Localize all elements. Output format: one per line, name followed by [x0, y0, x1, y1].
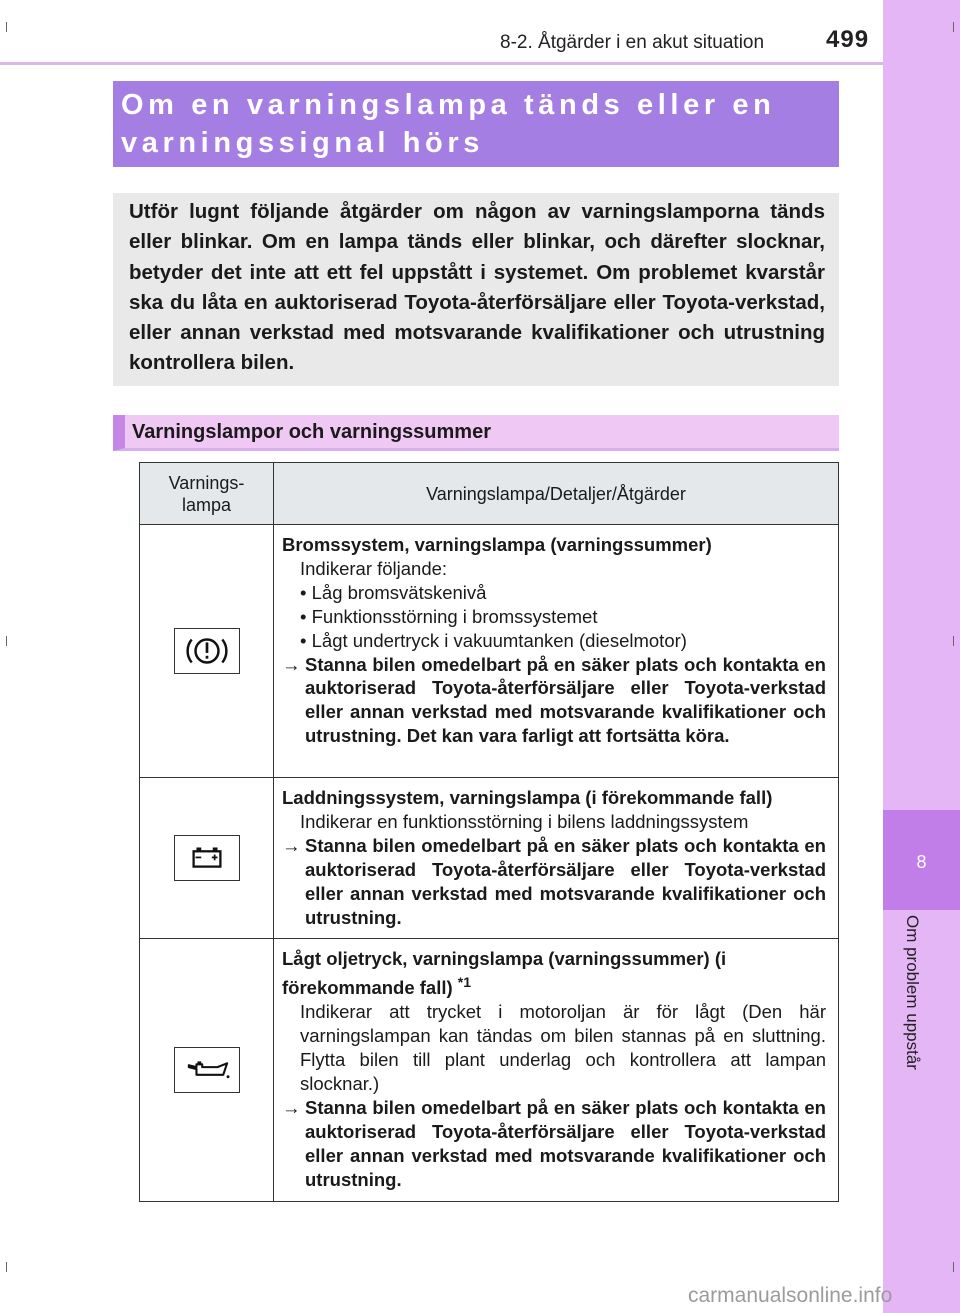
list-item: • Lågt undertryck i vakuumtanken (dieselmotor): [300, 629, 687, 651]
lamp-action-text: Stanna bilen omedelbart på en säker plats och kontakta en auktoriserad Toyota-återförsäljare eller Toyota-verkstad eller annan verkstad med motsvarande kvalifikationer och utrustning.: [305, 1097, 826, 1190]
arrow-icon: →: [282, 834, 301, 856]
lamp-details: [274, 939, 839, 1201]
table-row: [140, 525, 839, 778]
footnote-marker: *1: [457, 974, 472, 991]
crop-mark: [6, 1262, 7, 1272]
list-item-text: Lågt undertryck i vakuumtanken (dieselmotor): [311, 629, 687, 651]
list-item-text: Funktionsstörning i bromssystemet: [311, 605, 598, 627]
header-divider: [0, 62, 883, 65]
lamp-title-text: Lågt oljetryck, varningslampa (varningssummer) (i förekommande fall): [282, 948, 727, 999]
battery-icon: [174, 835, 240, 881]
arrow-icon: →: [282, 1097, 301, 1119]
section-title: 8-2. Åtgärder i en akut situation: [500, 32, 765, 53]
lamp-title: [282, 947, 826, 1000]
lamp-cell: [140, 778, 274, 939]
page-title-line-1: Om en varningslampa tänds eller en: [121, 89, 776, 121]
lamp-details: [274, 525, 839, 778]
lamp-action: [282, 1096, 826, 1192]
lamp-cell: [140, 525, 274, 778]
chapter-side-tab: [883, 0, 960, 1313]
table-row: [140, 939, 839, 1201]
page-number: 499: [826, 26, 870, 53]
crop-mark: [953, 1262, 954, 1272]
page-title-line-2: varningssignal hörs: [121, 127, 484, 159]
lamp-details: [274, 778, 839, 939]
table-header-row: [140, 463, 839, 525]
crop-mark: [6, 22, 7, 32]
crop-mark: [953, 636, 954, 646]
header-lamp-line-1: Varnings-: [168, 472, 245, 493]
chapter-label: Om problem uppstår: [903, 915, 922, 1070]
header-details: Varningslampa/Detaljer/Åtgärder: [274, 463, 839, 525]
lamp-title: Bromssystem, varningslampa (varningssummer): [282, 534, 712, 555]
chapter-number: 8: [916, 852, 927, 872]
header-lamp: [140, 463, 274, 525]
lamp-action: [282, 653, 826, 749]
brake-warning-icon: [174, 628, 240, 674]
page-title: [121, 86, 821, 162]
header-lamp-line-2: lampa: [181, 494, 232, 515]
crop-mark: [953, 22, 954, 32]
list-item: • Funktionsstörning i bromssystemet: [300, 605, 598, 627]
lamp-indicates: Indikerar att trycket i motoroljan är för lågt (Den här varningslampan kan tändas om bilen stannas på en sluttning. Flytta bilen till plant underlag och kontrollera att lampan slocknar.): [300, 1001, 826, 1095]
lamp-action-text: Stanna bilen omedelbart på en säker plats och kontakta en auktoriserad Toyota-återförsäljare eller Toyota-verkstad eller annan verkstad med motsvarande kvalifikationer och utrustning. Det kan vara farligt att fortsätta köra.: [305, 653, 826, 747]
subheading-bar: [113, 415, 839, 451]
lamp-indicates: Indikerar en funktionsstörning i bilens laddningssystem: [300, 810, 749, 832]
lamp-title: Laddningssystem, varningslampa (i förekommande fall): [282, 787, 773, 808]
lamp-cell: [140, 939, 274, 1201]
oil-can-icon: [174, 1047, 240, 1093]
intro-text: Utför lugnt följande åtgärder om någon av varningslamporna tänds eller blinkar. Om en lampa tänds eller blinkar, och därefter slocknar, betyder det inte att ett fel uppstått i systemet. Om problemet kvarstår ska du låta en auktoriserad Toyota-återförsäljare eller Toyota-verkstad, eller annan verkstad med motsvarande kvalifikationer och utrustning kontrollera bilen.: [129, 200, 825, 375]
lamp-action-text: Stanna bilen omedelbart på en säker plats och kontakta en auktoriserad Toyota-återförsäljare eller Toyota-verkstad eller annan verkstad med motsvarande kvalifikationer och utrustning.: [305, 834, 826, 928]
table-row: [140, 778, 839, 939]
chapter-label-wrapper: [882, 915, 922, 1105]
list-item: • Låg bromsvätskenivå: [300, 581, 487, 603]
lamp-indicates: Indikerar följande:: [300, 557, 448, 579]
crop-mark: [6, 636, 7, 646]
lamp-action: [282, 834, 826, 930]
list-item-text: Låg bromsvätskenivå: [311, 581, 487, 603]
warning-lamp-table: [139, 462, 839, 1202]
arrow-icon: →: [282, 653, 301, 675]
watermark: carmanualsonline.info: [688, 1284, 893, 1307]
subheading: Varningslampor och varningssummer: [132, 421, 491, 443]
